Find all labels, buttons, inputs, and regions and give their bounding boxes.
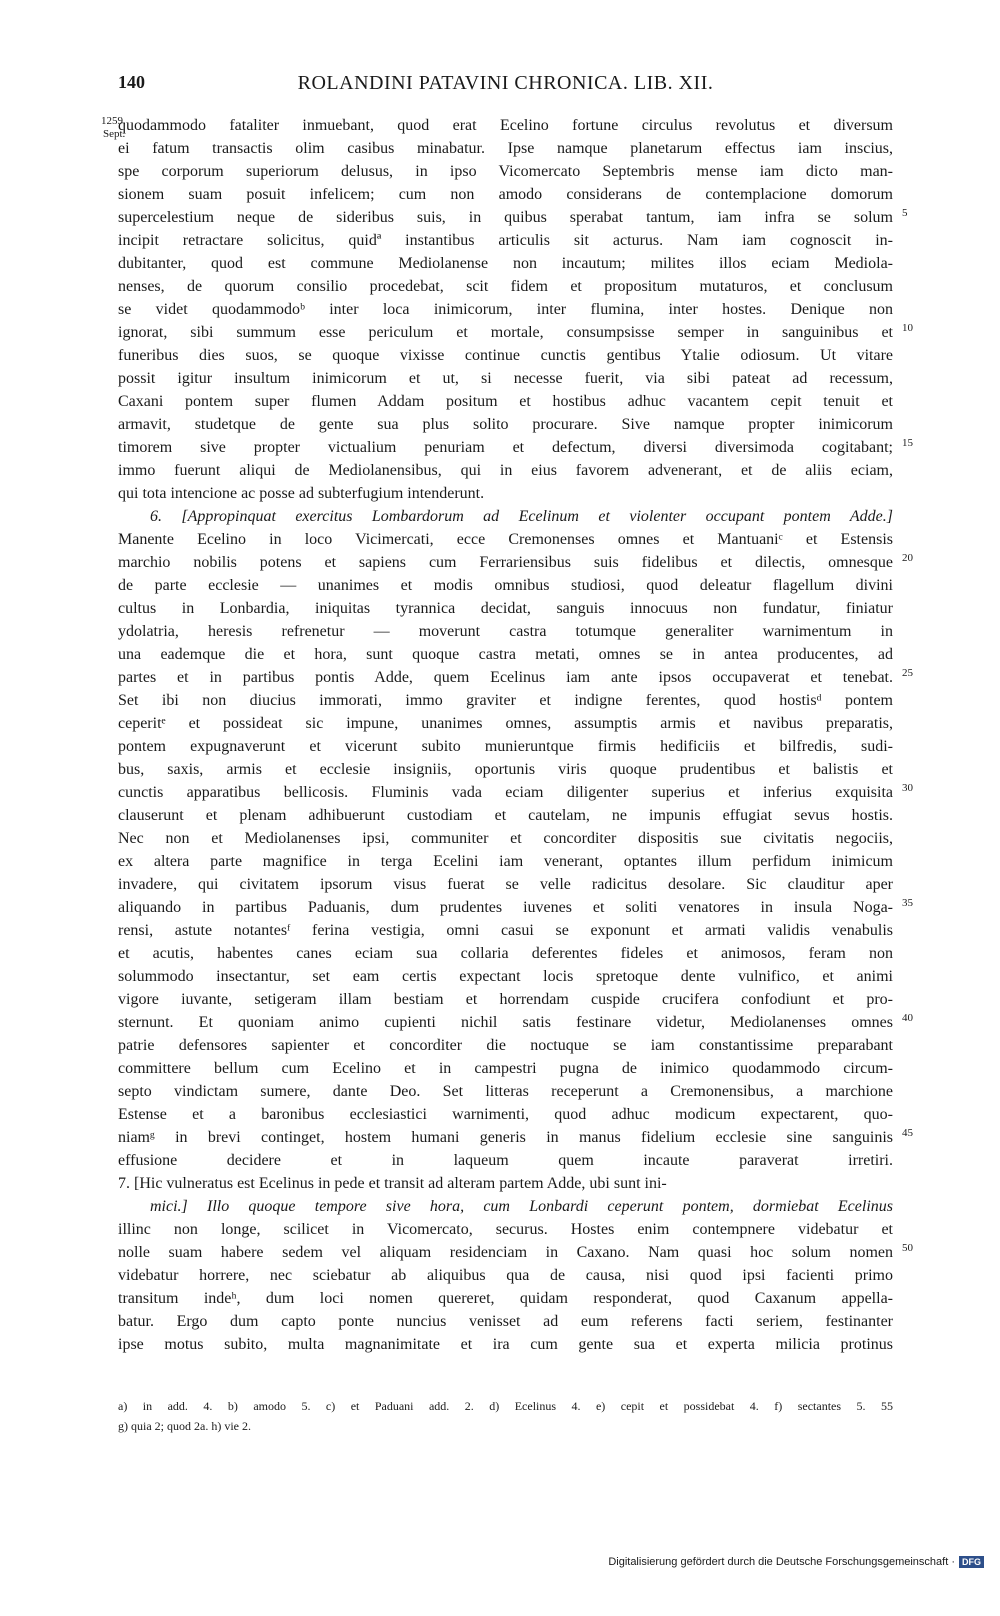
text-line: possit igitur insultum inimicorum et ut, si necesse fuerit, via sibi pateat ad recessum,: [118, 370, 893, 387]
footnote-line: g) quia 2; quod 2a. h) vie 2.: [118, 1419, 251, 1433]
text-line: effusione decidere et in laqueum quem incaute paraverat irretiri.: [118, 1152, 893, 1169]
line-number: 40: [902, 1012, 913, 1024]
section-heading: mici.] Illo quoque tempore sive hora, cum Lonbardi ceperunt pontem, dormiebat Ecelinus: [150, 1198, 893, 1215]
text-line: nolle suam habere sedem vel aliquam residenciam in Caxano. Nam quasi hoc solum nomen: [118, 1244, 893, 1261]
text-line: bus, saxis, armis et ecclesie insigniis, oportunis viris quoque prudentibus et balistis et: [118, 761, 893, 778]
line-number: 15: [902, 437, 913, 449]
line-number: 20: [902, 552, 913, 564]
credit-text: Digitalisierung gefördert durch die Deutsche Forschungsgemeinschaft ·: [608, 1556, 955, 1568]
text-line: supercelestium neque de sideribus suis, in quibus sperabat tantum, iam infra se solum: [118, 209, 893, 226]
line-number: 5: [902, 207, 908, 219]
text-line: partes et in partibus pontis Adde, quem Ecelinus iam ante ipsos occupaverat et tenebat.: [118, 669, 893, 686]
text-line: ydolatria, heresis refrenetur — moverunt castra totumque generaliter warnimentum in: [118, 623, 893, 640]
text-line: spe corporum superiorum delusus, in ipso Vicomercato Septembris mense iam dicto man-: [118, 163, 893, 180]
line-number: 45: [902, 1127, 913, 1139]
text-line: dubitanter, quod est commune Mediolanense non incautum; milites illos eciam Mediola-: [118, 255, 893, 272]
line-number: 25: [902, 667, 913, 679]
text-line: timorem sive propter victualium penuriam et defectum, diversi diversimoda cogitabant;: [118, 439, 893, 456]
text-line: cunctis apparatibus bellicosis. Fluminis vada eciam diligenter superius et inferius exquisita: [118, 784, 893, 801]
text-line: batur. Ergo dum capto ponte nuncius venisset ad eum referens facti seriem, festinanter: [118, 1313, 893, 1330]
text-line: se videt quodammodoᵇ inter loca inimicorum, inter flumina, inter hostes. Denique non: [118, 301, 893, 318]
section-heading: 6. [Appropinquat exercitus Lombardorum ad Ecelinum et violenter occupant pontem Adde.]: [150, 508, 893, 525]
text-line: ei fatum transactis olim casibus minabatur. Ipse namque planetarum effectus iam inscius,: [118, 140, 893, 157]
text-line: Manente Ecelino in loco Vicimercati, ecce Cremonenses omnes et Mantuaniᶜ et Estensis: [118, 531, 893, 548]
text-line: una eademque die et hora, sunt quoque castra metati, omnes se in antea producentes, ad: [118, 646, 893, 663]
text-line: septo vindictam sumere, dante Deo. Set litteras receperunt a Cremonensibus, a marchione: [118, 1083, 893, 1100]
text-line: patrie defensores sapienter et concorditer die noctuque se iam constantissime preparabant: [118, 1037, 893, 1054]
text-line: quodammodo fataliter inmuebant, quod erat Ecelino fortune circulus revolutus et diversum: [118, 117, 893, 134]
text-line: rensi, astute notantesᶠ ferina vestigia, omni casui se exponunt et armati validis venabulis: [118, 922, 893, 939]
text-line: funeribus dies suos, se quoque vixisse continue cunctis gentibus Ytalie odiosum. Ut vitare: [118, 347, 893, 364]
text-line: committere bellum cum Ecelino et in campestri pugna de inimico quodammodo circum-: [118, 1060, 893, 1077]
text-line: videbatur horrere, nec sciebatur ab aliquibus qua de causa, nisi quod ipsi facienti primo: [118, 1267, 893, 1284]
text-line: clauserunt et plenam adhibuerunt custodiam et cautelam, ne impunis effugiat sevus hostis.: [118, 807, 893, 824]
text-line: armavit, studetque de gente sua plus solito procurare. Sive namque propter inimicorum: [118, 416, 893, 433]
body-text: [118, 114, 893, 1379]
text-line: [118, 1356, 893, 1379]
line-number: 50: [902, 1242, 913, 1254]
text-line: Estense et a baronibus ecclesiastici warnimenti, quod adhuc modicum expectarent, quo-: [118, 1106, 893, 1123]
text-line: ipse motus subito, multa magnanimitate et ira cum gente sua et experta milicia protinus: [118, 1336, 893, 1353]
text-line: niamᵍ in brevi continget, hostem humani generis in manus fidelium ecclesie sine sanguinis: [118, 1129, 893, 1146]
text-line: illinc non longe, scilicet in Vicomercato, securus. Hostes enim contempnere videbatur et: [118, 1221, 893, 1238]
text-line: Caxani pontem super flumen Addam positum et hostibus adhuc vacantem cepit tenuit et: [118, 393, 893, 410]
text-line: sionem suam posuit infelicem; cum non amodo considerans de contemplacione domorum: [118, 186, 893, 203]
line-number: 30: [902, 782, 913, 794]
line-number: 10: [902, 322, 913, 334]
text-line: de parte ecclesie — unanimes et modis omnibus studiosi, quod deleatur flagellum divini: [118, 577, 893, 594]
text-line: aliquando in partibus Paduanis, dum prudentes iuvenes et soliti venatores in insula Noga-: [118, 899, 893, 916]
text-line: incipit retractare solicitus, quidª instantibus articulis sit acturus. Nam iam cognoscit in-: [118, 232, 893, 249]
text-line: vigore iuvante, setigeram illam bestiam et horrendam cuspide crucifera confodiunt et pro-: [118, 991, 893, 1008]
digitization-credit: [608, 1556, 984, 1568]
text-line: invadere, qui civitatem ipsorum visus fuerat se velle radicitus desolare. Sic clauditur aper: [118, 876, 893, 893]
text-line: ignorat, sibi summum esse periculum et mortale, consumpsisse semper in sanguinibus et: [118, 324, 893, 341]
text-line: ex altera parte magnifice in terga Ecelini iam venerant, optantes illum perfidum inimicum: [118, 853, 893, 870]
margin-month: Sept.: [103, 128, 126, 140]
text-line: et acutis, habentes canes eciam sua collaria deferentes fideles et animosos, feram non: [118, 945, 893, 962]
text-line: qui tota intencione ac posse ad subterfugium intenderunt.: [118, 485, 485, 502]
text-line: Nec non et Mediolanenses ipsi, communiter et concorditer dispositis sue civitatis negociis,: [118, 830, 893, 847]
line-number: 35: [902, 897, 913, 909]
text-line: 7. [Hic vulneratus est Ecelinus in pede et transit ad alteram partem Adde, ubi sunt ini-: [118, 1175, 667, 1192]
text-line: marchio nobilis potens et sapiens cum Ferrariensibus suis fidelibus et dilectis, omnesque: [118, 554, 893, 571]
text-line: ceperitᵉ et possideat sic impune, unanimes omnes, assumptis armis et navibus preparatis,: [118, 715, 893, 732]
running-title: ROLANDINI PATAVINI CHRONICA. LIB. XII.: [297, 72, 714, 94]
text-line: Set ibi non diucius immorati, immo graviter et indigne ferentes, quod hostisᵈ pontem: [118, 692, 893, 709]
text-line: cultus in Lonbardia, iniquitas tyrannica decidat, sanguis innocuus non fundatur, finiatur: [118, 600, 893, 617]
page-header: [118, 72, 893, 102]
footnote-line: a) in add. 4. b) amodo 5. c) et Paduani add. 2. d) Ecelinus 4. e) cepit et possidebat 4. f) sectantes 5. 55: [118, 1399, 893, 1413]
text-line: nenses, de quorum consilio procedebat, scit fidem et propositum mutaturos, et conclusum: [118, 278, 893, 295]
margin-year: 1259.: [101, 115, 126, 127]
text-line: transitum indeʰ, dum loci nomen quereret, quidam responderat, quod Caxanum appella-: [118, 1290, 893, 1307]
footnotes: [118, 1396, 893, 1436]
text-line: immo fuerunt aliqui de Mediolanensibus, qui in eius favorem advenerant, et de aliis eciam,: [118, 462, 893, 479]
text-line: sternunt. Et quoniam animo cupienti nichil satis festinare videtur, Mediolanenses omnes: [118, 1014, 893, 1031]
dfg-logo: DFG: [959, 1556, 984, 1568]
text-line: pontem expugnaverunt et vicerunt subito munieruntque firmis hedificiis et bilfredis, sudi-: [118, 738, 893, 755]
page-number: 140: [118, 72, 145, 92]
text-line: solummodo insectantur, set eam certis expectant locis spretoque dente vulnifico, et animi: [118, 968, 893, 985]
